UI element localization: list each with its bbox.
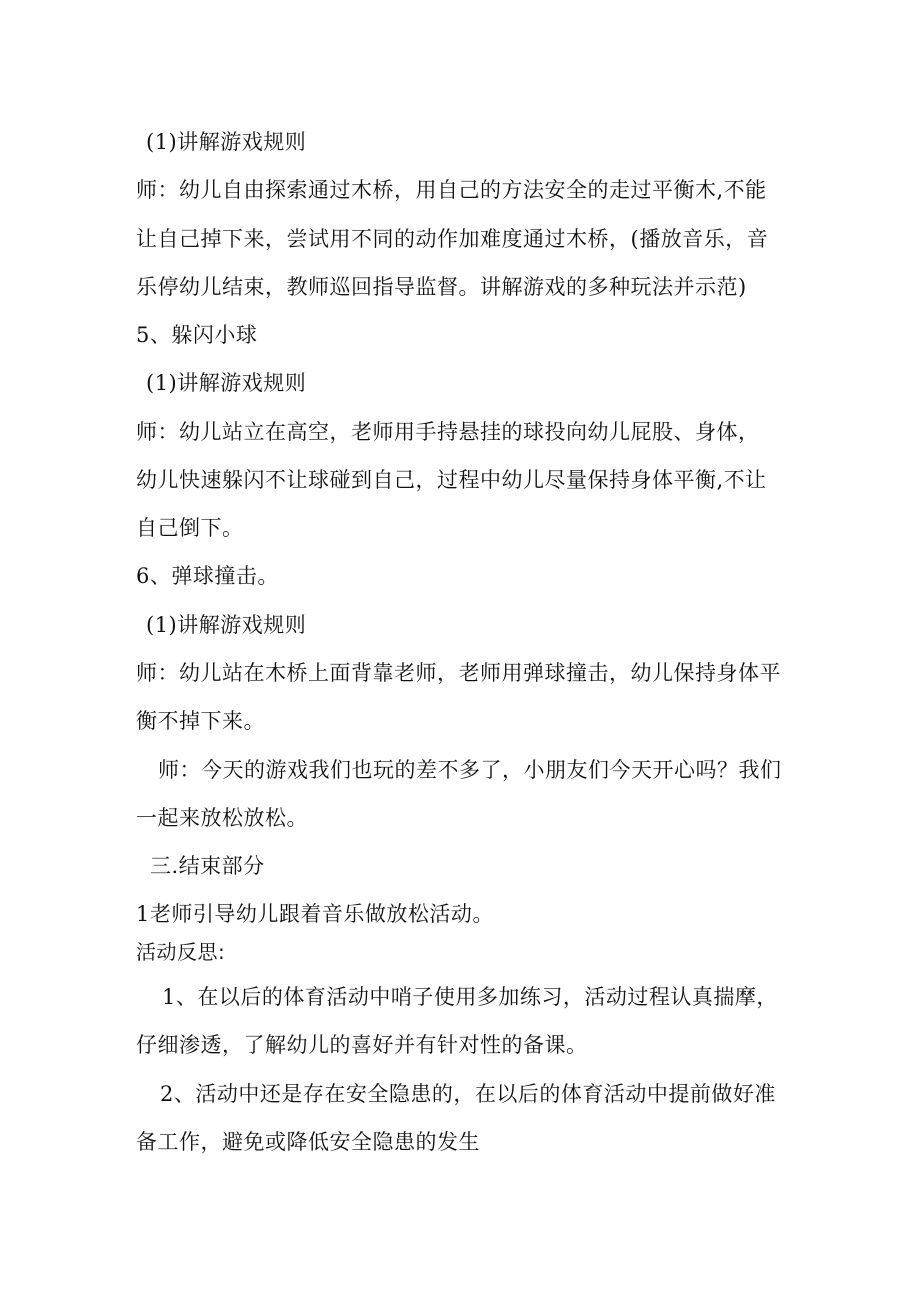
reflection-item-1: 1、在以后的体育活动中哨子使用多加练习，活动过程认真揣摩， bbox=[162, 985, 778, 1009]
reflection-item-2: 2、活动中还是存在安全隐患的，在以后的体育活动中提前做好准 bbox=[160, 1082, 776, 1106]
paragraph-line: 乐停幼儿结束，教师巡回指导监督。讲解游戏的多种玩法并示范) bbox=[136, 275, 747, 299]
paragraph-line: 一起来放松放松。 bbox=[136, 806, 308, 830]
paragraph-line: 自己倒下。 bbox=[136, 516, 244, 540]
section-heading-6: 6、弹球撞击。 bbox=[136, 564, 279, 588]
section-heading-end: 三.结束部分 bbox=[150, 854, 265, 878]
paragraph-line: 师：幼儿站立在高空，老师用手持悬挂的球投向幼儿屁股、身体， bbox=[136, 420, 760, 444]
paragraph-line: 让自己掉下来，尝试用不同的动作加难度通过木桥，(播放音乐，音 bbox=[136, 227, 769, 251]
paragraph-line: 1老师引导幼儿跟着音乐做放松活动。 bbox=[136, 902, 494, 926]
subheading-rules-3: (1)讲解游戏规则 bbox=[146, 613, 307, 637]
paragraph-line: 衡不掉下来。 bbox=[136, 709, 265, 733]
paragraph-line: 师：今天的游戏我们也玩的差不多了，小朋友们今天开心吗？我们 bbox=[158, 758, 782, 782]
reflection-item-1-cont: 仔细渗透，了解幼儿的喜好并有针对性的备课。 bbox=[136, 1033, 588, 1057]
paragraph-line: 幼儿快速躲闪不让球碰到自己，过程中幼儿尽量保持身体平衡,不让 bbox=[136, 468, 767, 492]
subheading-rules-2: (1)讲解游戏规则 bbox=[146, 371, 307, 395]
reflection-heading: 活动反思: bbox=[136, 940, 226, 964]
reflection-item-2-cont: 备工作，避免或降低安全隐患的发生 bbox=[136, 1130, 480, 1154]
section-heading-5: 5、躲闪小球 bbox=[136, 323, 258, 347]
paragraph-line: 师：幼儿站在木桥上面背靠老师，老师用弹球撞击，幼儿保持身体平 bbox=[136, 661, 781, 685]
subheading-rules-1: (1)讲解游戏规则 bbox=[146, 130, 307, 154]
paragraph-line: 师：幼儿自由探索通过木桥，用自己的方法安全的走过平衡木,不能 bbox=[136, 178, 767, 202]
